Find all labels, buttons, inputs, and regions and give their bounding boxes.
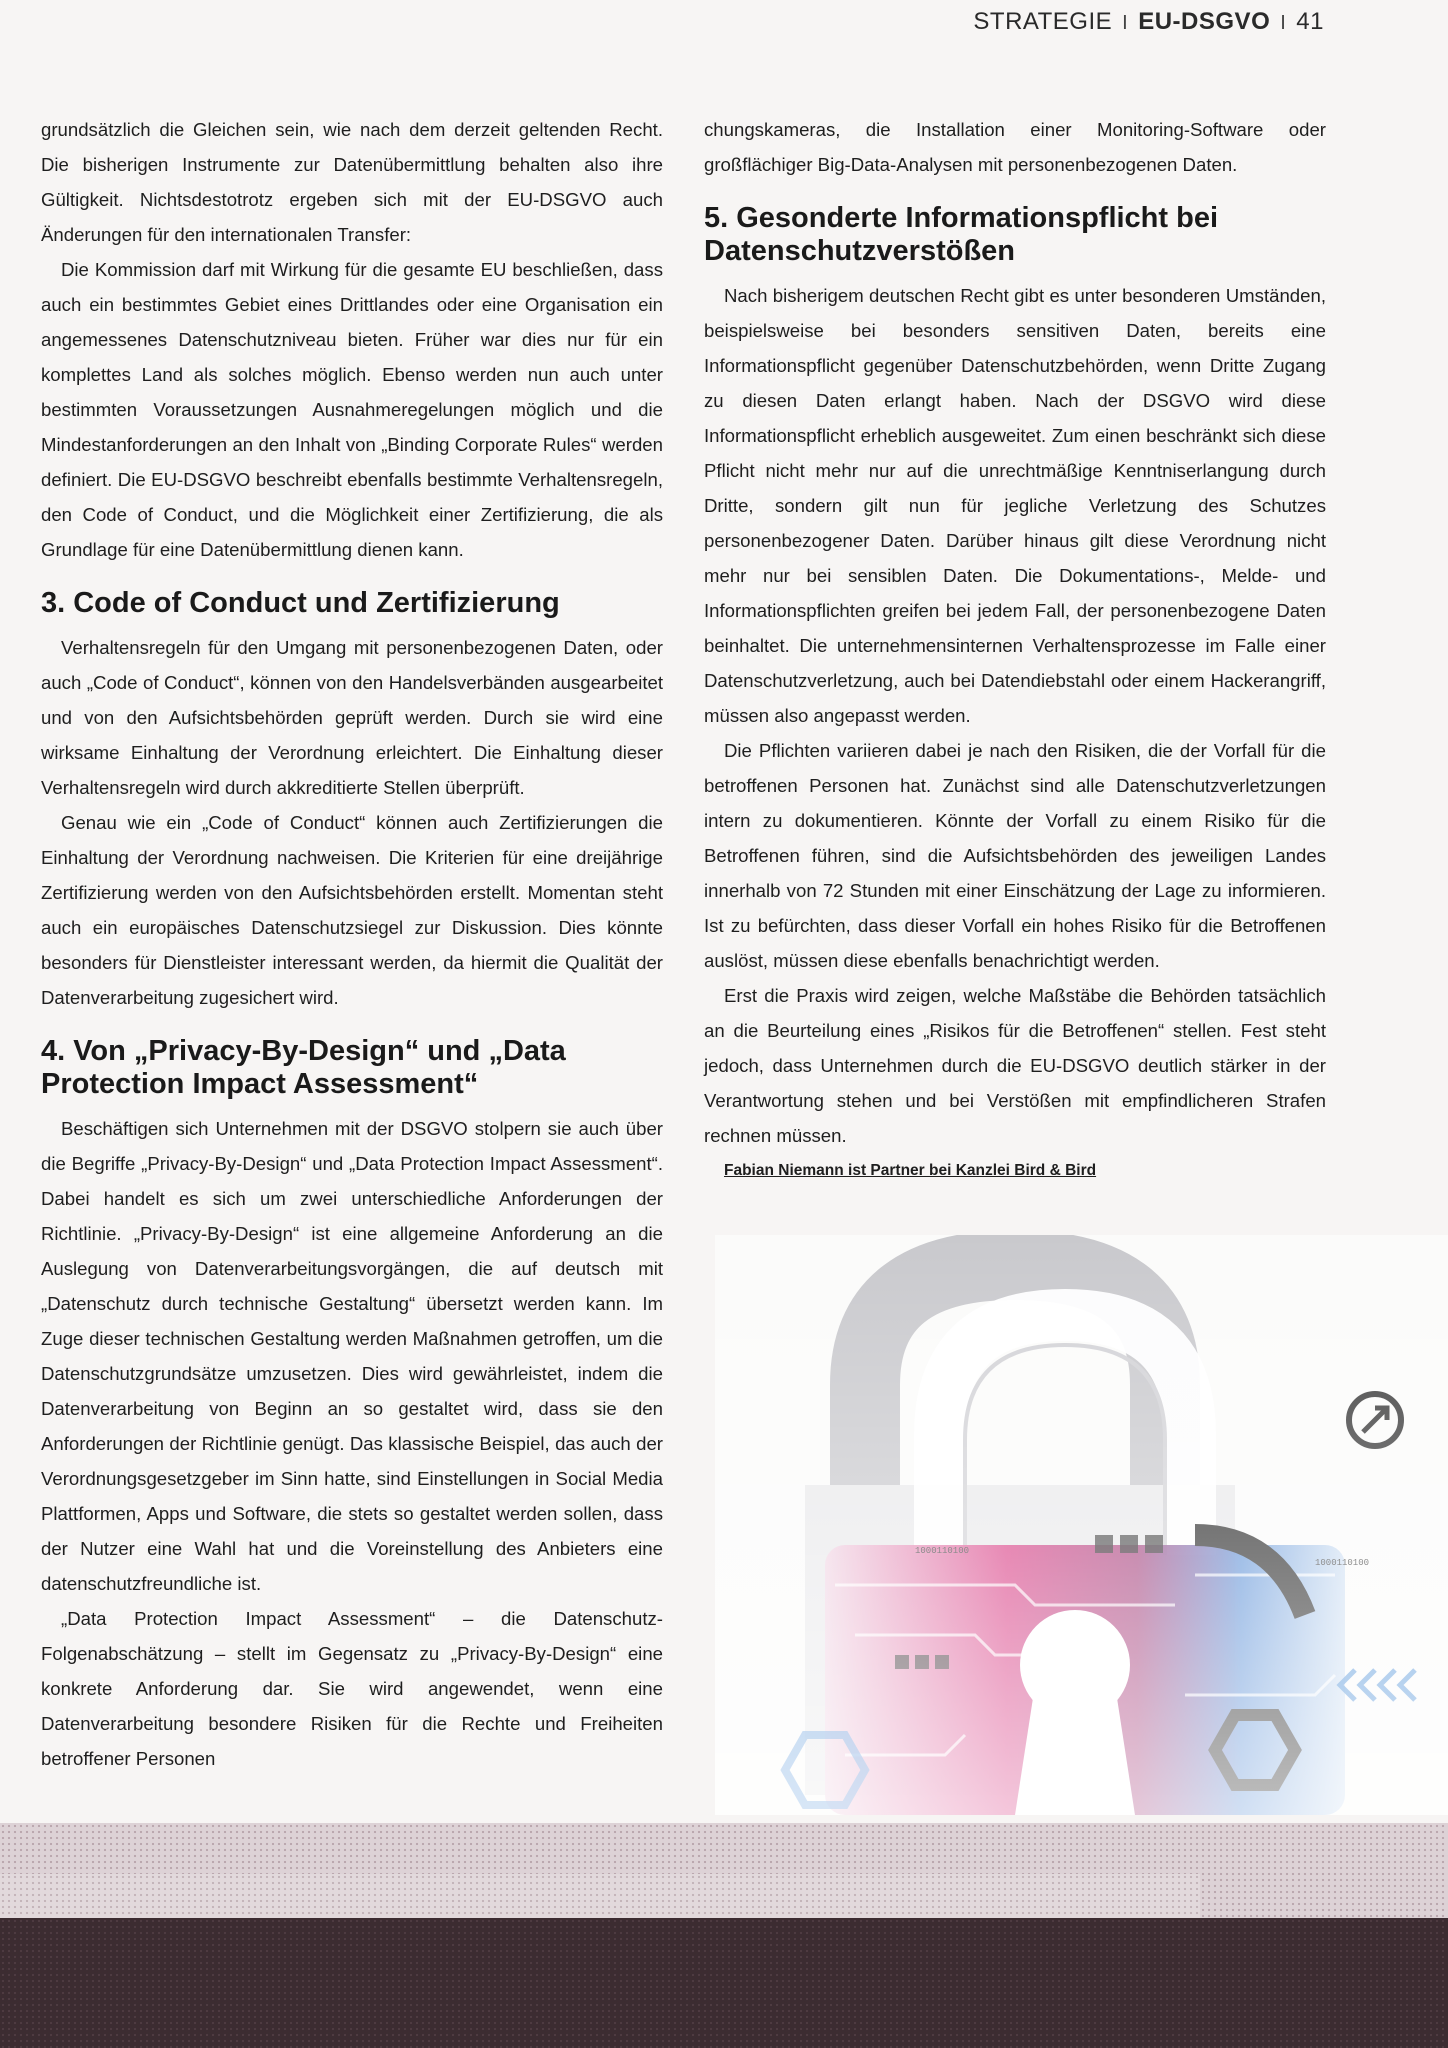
header-topic: EU-DSGVO <box>1138 8 1271 35</box>
left-column <box>41 112 663 1776</box>
paragraph: Nach bisherigem deutschen Recht gibt es unter besonderen Umständen, beispielsweise bei besonders sensitiven Daten, bereits eine Informationspflicht gegenüber Datenschutzbehörden, wenn Dritte Zugang zu diesen Daten erlangt haben. Nach der DSGVO wird diese Informationspflicht erheblich ausgeweitet. Zum einen beschränkt sich diese Pflicht nicht mehr nur auf die unrechtmäßige Kenntniserlangung durch Dritte, sondern gilt nun für jegliche Verletzung des Schutzes personenbezogener Daten. Darüber hinaus gilt diese Verordnung nicht mehr nur bei sensiblen Daten. Die Dokumentations-, Melde- und Informationspflichten greifen bei jedem Fall, der personenbezogene Daten beinhaltet. Die unternehmensinternen Verhaltensprozesse im Falle einer Datenschutzverletzung, auch bei Datendiebstahl oder einem Hackerangriff, müssen also angepasst werden. <box>704 285 1326 726</box>
section-heading-4: 4. Von „Privacy-By-Design“ und „Data Protection Impact Assessment“ <box>41 1035 566 1100</box>
paragraph: Erst die Praxis wird zeigen, welche Maßstäbe die Behörden tatsächlich an die Beurteilung eines „Risikos für die Betroffenen“ stellen. Fest steht jedoch, dass Unternehmen durch die EU-DSGVO deutlich stärker in der Verantwortung stehen und bei Verstößen mit empfindlicheren Strafen rechnen müssen. <box>704 985 1326 1146</box>
paragraph: Die Kommission darf mit Wirkung für die gesamte EU beschließen, dass auch ein bestimmtes Gebiet eines Drittlandes oder eine Organisation ein angemessenes Datenschutzniveau bieten. Früher war dies nur für ein komplettes Land als solches möglich. Ebenso werden nun auch unter bestimmten Voraussetzungen Ausnahmeregelungen möglich und die Mindestanforderungen an den Inhalt von „Binding Corporate Rules“ werden definiert. Die EU-DSGVO beschreibt ebenfalls bestimmte Verhaltensregeln, den Code of Conduct, und die Möglichkeit einer Zertifizierung, die als Grundlage für eine Datenübermittlung dienen kann. <box>41 259 663 560</box>
paragraph: chungskameras, die Installation einer Monitoring-Software oder großflächiger Big-Data-Analysen mit personenbezogenen Daten. <box>704 119 1326 175</box>
footer-band <box>0 1918 1448 2048</box>
section-heading-5: 5. Gesonderte Informationspflicht bei Datenschutzverstößen <box>704 202 1219 267</box>
header-separator-2: I <box>1280 12 1287 34</box>
author-credit: Fabian Niemann ist Partner bei Kanzlei Bird & Bird <box>724 1162 1097 1179</box>
footer-light-strip <box>0 1874 1200 1918</box>
paragraph: Beschäftigen sich Unternehmen mit der DSGVO stolpern sie auch über die Begriffe „Privacy-By-Design“ und „Data Protection Impact Assessment“. Dabei handelt es sich um zwei unterschiedliche Anforderungen der Richtlinie. „Privacy-By-Design“ ist eine allgemeine Anforderung an die Auslegung von Datenverarbeitungsvorgängen, die auf deutsch mit „Datenschutz durch technische Gestaltung“ übersetzt werden kann. Im Zuge dieser technischen Gestaltung werden Maßnahmen getroffen, um die Datenschutzgrundsätze umzusetzen. Dies wird gewährleistet, indem die Datenverarbeitung von Beginn an so gestaltet wird, dass sie den Anforderungen der Richtlinie genügt. Das klassische Beispiel, das auch der Verordnungsgesetzgeber im Sinn hatte, sind Einstellungen in Social Media Plattformen, Apps und Software, die stets so gestaltet werden sollen, dass der Nutzer eine Wahl hat und die Voreinstellung des Anbieters eine datenschutzfreundliche ist. <box>41 1118 663 1594</box>
running-header <box>973 8 1324 36</box>
header-separator: I <box>1122 12 1129 34</box>
page-number: 41 <box>1296 8 1324 35</box>
section-heading-3: 3. Code of Conduct und Zertifizierung <box>41 587 560 619</box>
paragraph: „Data Protection Impact Assessment“ – die Datenschutz-Folgenabschätzung – stellt im Gegensatz zu „Privacy-By-Design“ eine konkrete Anforderung dar. Sie wird angewendet, wenn eine Datenverarbeitung besondere Risiken für die Rechte und Freiheiten betroffener Personen <box>41 1608 663 1769</box>
paragraph: grundsätzlich die Gleichen sein, wie nach dem derzeit geltenden Recht. Die bisherigen Instrumente zur Datenübermittlung behalten also ihre Gültigkeit. Nichtsdestotrotz ergeben sich mit der EU-DSGVO auch Änderungen für den internationalen Transfer: <box>41 119 663 245</box>
header-section: STRATEGIE <box>973 8 1113 35</box>
paragraph: Die Pflichten variieren dabei je nach den Risiken, die der Vorfall für die betroffenen Personen hat. Zunächst sind alle Datenschutzverletzungen intern zu dokumentieren. Könnte der Vorfall zu einem Risiko für die Betroffenen führen, sind die Aufsichtsbehörden des jeweiligen Landes innerhalb von 72 Stunden mit einer Einschätzung der Lage zu informieren. Ist zu befürchten, dass dieser Vorfall ein hohes Risiko für die Betroffenen auslöst, müssen diese ebenfalls benachrichtigt werden. <box>704 740 1326 971</box>
paragraph: Genau wie ein „Code of Conduct“ können auch Zertifizierungen die Einhaltung der Verordnung nachweisen. Die Kriterien für eine dreijährige Zertifizierung werden von den Aufsichtsbehörden erstellt. Momentan steht auch ein europäisches Datenschutzsiegel zur Diskussion. Dies könnte besonders für Dienstleister interessant werden, da hiermit die Qualität der Datenverarbeitung zugesichert wird. <box>41 812 663 1008</box>
padlock-illustration <box>715 1235 1448 1815</box>
right-column <box>704 112 1326 1188</box>
paragraph: Verhaltensregeln für den Umgang mit personenbezogenen Daten, oder auch „Code of Conduct“, können von den Handelsverbänden ausgearbeitet und von den Aufsichtsbehörden geprüft werden. Durch sie wird eine wirksame Einhaltung der Verordnung erleichtert. Die Einhaltung dieser Verhaltensregeln wird durch akkreditierte Stellen überprüft. <box>41 637 663 798</box>
